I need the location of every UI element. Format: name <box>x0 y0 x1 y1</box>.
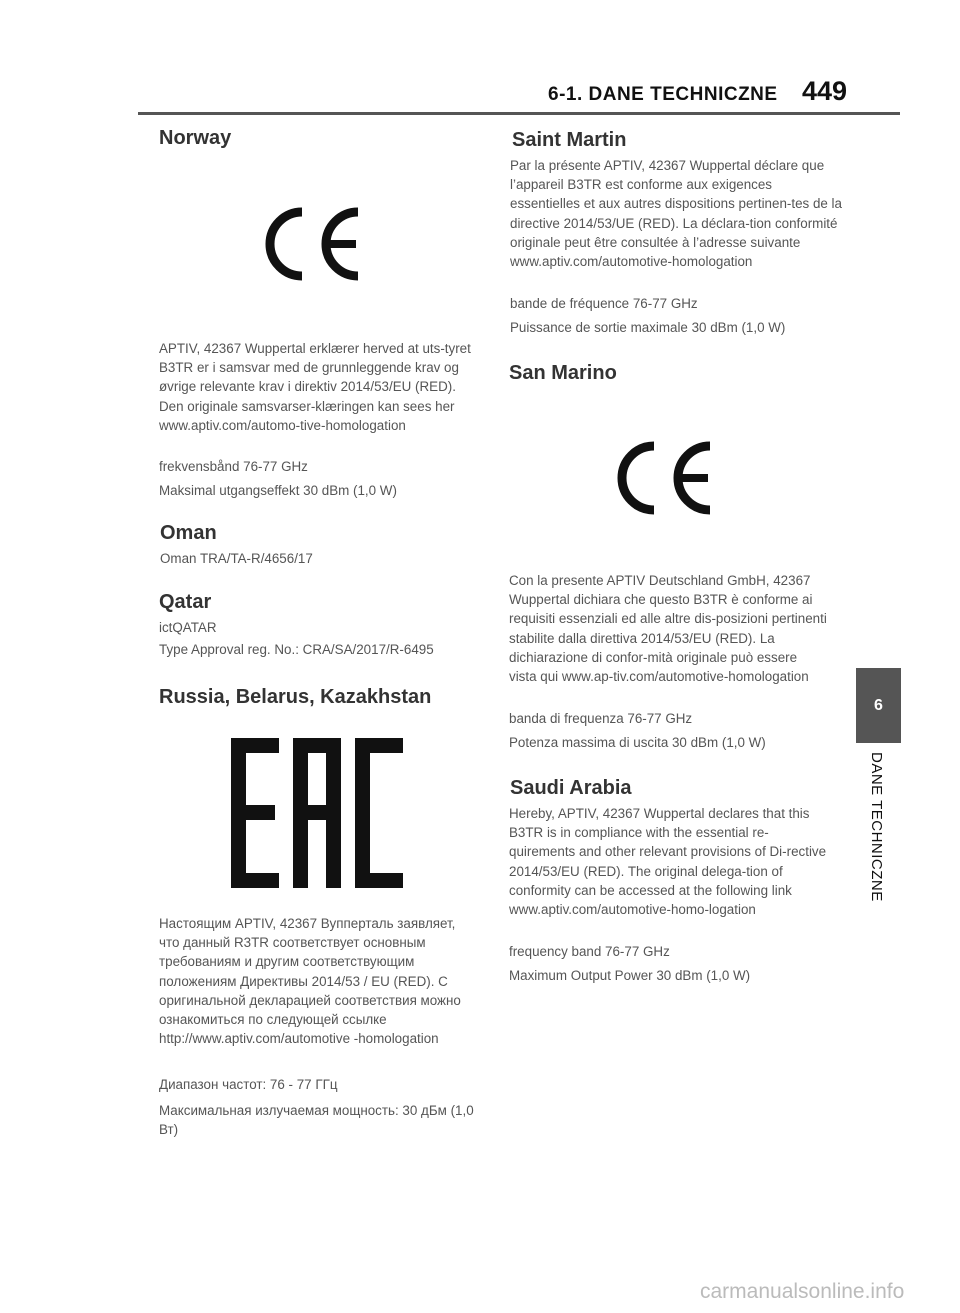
san-marino-power: Potenza massima di uscita 30 dBm (1,0 W) <box>509 735 766 750</box>
san-marino-heading: San Marino <box>509 362 617 384</box>
russia-body: Настоящим APTIV, 42367 Вупперталь заявляет, что данный R3TR соответствует основным требованиям и другим соответствующим положениям Директивы 2014/53 / EU (RED). С оригинальной декларацией соответствия можно ознакомиться по следующей ссылке http://www.aptiv.com/automotive -homologation <box>159 916 461 1047</box>
saint-martin-band: bande de fréquence 76-77 GHz <box>510 296 698 311</box>
saudi-arabia-body: Hereby, APTIV, 42367 Wuppertal declares that this B3TR is in compliance with the essential re-quirements and other relevant provisions of Di-rective 2014/53/EU (RED). The original delega-tion of conformity can be accessed at the following link www.aptiv.com/automotive-homo-logation <box>509 806 827 918</box>
watermark: carmanualsonline.info <box>700 1280 905 1303</box>
oman-heading: Oman <box>160 522 217 544</box>
saudi-arabia-band: frequency band 76-77 GHz <box>509 944 670 959</box>
chapter-label: DANE TECHNICZNE <box>868 752 885 902</box>
saudi-arabia-power: Maximum Output Power 30 dBm (1,0 W) <box>509 968 751 983</box>
qatar-line-1: ictQATAR <box>159 620 217 635</box>
header-rule <box>138 112 900 115</box>
ce-mark-icon <box>610 438 720 518</box>
oman-line: Oman TRA/TA-R/4656/17 <box>160 551 313 566</box>
chapter-tab <box>856 668 901 743</box>
chapter-number: 6 <box>874 696 883 714</box>
norway-body: APTIV, 42367 Wuppertal erklærer herved at uts-tyret B3TR er i samsvar med de grunnleggende krav og øvrige relevante krav i direktiv 2014/53/EU (RED). Den originale samsvarser-klæringen kan sees her www.aptiv.com/automo-tive-homologation <box>159 341 471 433</box>
qatar-heading: Qatar <box>159 591 212 613</box>
norway-heading: Norway <box>159 127 232 149</box>
eac-mark-icon <box>231 738 403 888</box>
norway-band: frekvensbånd 76-77 GHz <box>159 459 308 474</box>
norway-power: Maksimal utgangseffekt 30 dBm (1,0 W) <box>159 483 397 498</box>
russia-power: Максимальная излучаемая мощность: 30 дБм (1,0 Вт) <box>159 1103 474 1138</box>
san-marino-body: Con la presente APTIV Deutschland GmbH, 42367 Wuppertal dichiara che questo B3TR è conforme ai requisiti essenziali ed alle altre dis-posizioni pertinenti stabilite dalla direttiva 2014/53/EU (RED). La dichiarazione di confor-mità originale può essere vista qui www.ap-tiv.com/automotive-homologation <box>509 573 827 685</box>
ce-mark-icon <box>258 204 368 284</box>
qatar-line-2: Type Approval reg. No.: CRA/SA/2017/R-6495 <box>159 642 434 657</box>
saint-martin-body: Par la présente APTIV, 42367 Wuppertal déclare que l’appareil B3TR est conforme aux exigences essentielles et aux autres dispositions pertinen-tes de la directive 2014/53/UE (RED). La déclara-tion conformité originale peut être consultée à l’adresse suivante www.aptiv.com/automotive-homologation <box>510 158 842 270</box>
saint-martin-power: Puissance de sortie maximale 30 dBm (1,0 W) <box>510 320 786 335</box>
saint-martin-heading: Saint Martin <box>512 129 627 151</box>
saudi-arabia-heading: Saudi Arabia <box>510 777 632 799</box>
russia-heading: Russia, Belarus, Kazakhstan <box>159 686 432 708</box>
san-marino-band: banda di frequenza 76-77 GHz <box>509 711 693 726</box>
russia-band: Диапазон частот: 76 - 77 ГГц <box>159 1077 338 1092</box>
section-title: 6-1. DANE TECHNICZNE <box>548 84 778 105</box>
page-number: 449 <box>802 76 848 106</box>
